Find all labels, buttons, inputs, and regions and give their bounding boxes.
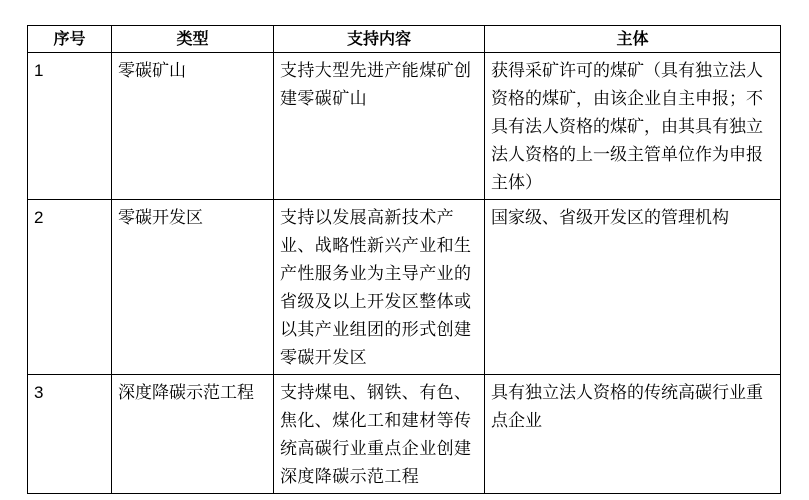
row-subject [485, 53, 781, 200]
row-content: 支持煤电、钢铁、有色、焦化、煤化工和建材等传统高碳行业重点企业创建深度降碳示范工程 [274, 375, 485, 494]
header-content: 支持内容 [274, 26, 485, 53]
table-row [28, 200, 781, 375]
table-row [28, 53, 781, 200]
row-subject-detail: （具有独立法人资格的煤矿，由该企业自主申报；不具有法人资格的煤矿，由其具有独立法人资格的上一级主管单位作为申报主体） [491, 61, 763, 193]
header-subject: 主体 [485, 26, 781, 53]
row-subject-lead: 获得采矿许可的煤矿 [491, 61, 644, 81]
row-content: 支持以发展高新技术产业、战略性新兴产业和生产性服务业为主导产业的省级及以上开发区整体或以其产业组团的形式创建零碳开发区 [274, 200, 485, 375]
row-number: 1 [28, 53, 112, 200]
table-header-row [28, 26, 781, 53]
row-content: 支持大型先进产能煤矿创建零碳矿山 [274, 53, 485, 200]
header-no: 序号 [28, 26, 112, 53]
row-number: 3 [28, 375, 112, 494]
header-type: 类型 [112, 26, 274, 53]
row-subject: 国家级、省级开发区的管理机构 [485, 200, 781, 375]
row-number: 2 [28, 200, 112, 375]
table-row [28, 375, 781, 494]
policy-table [27, 25, 781, 494]
row-subject: 具有独立法人资格的传统高碳行业重点企业 [485, 375, 781, 494]
row-type: 深度降碳示范工程 [112, 375, 274, 494]
row-type: 零碳开发区 [112, 200, 274, 375]
row-type: 零碳矿山 [112, 53, 274, 200]
